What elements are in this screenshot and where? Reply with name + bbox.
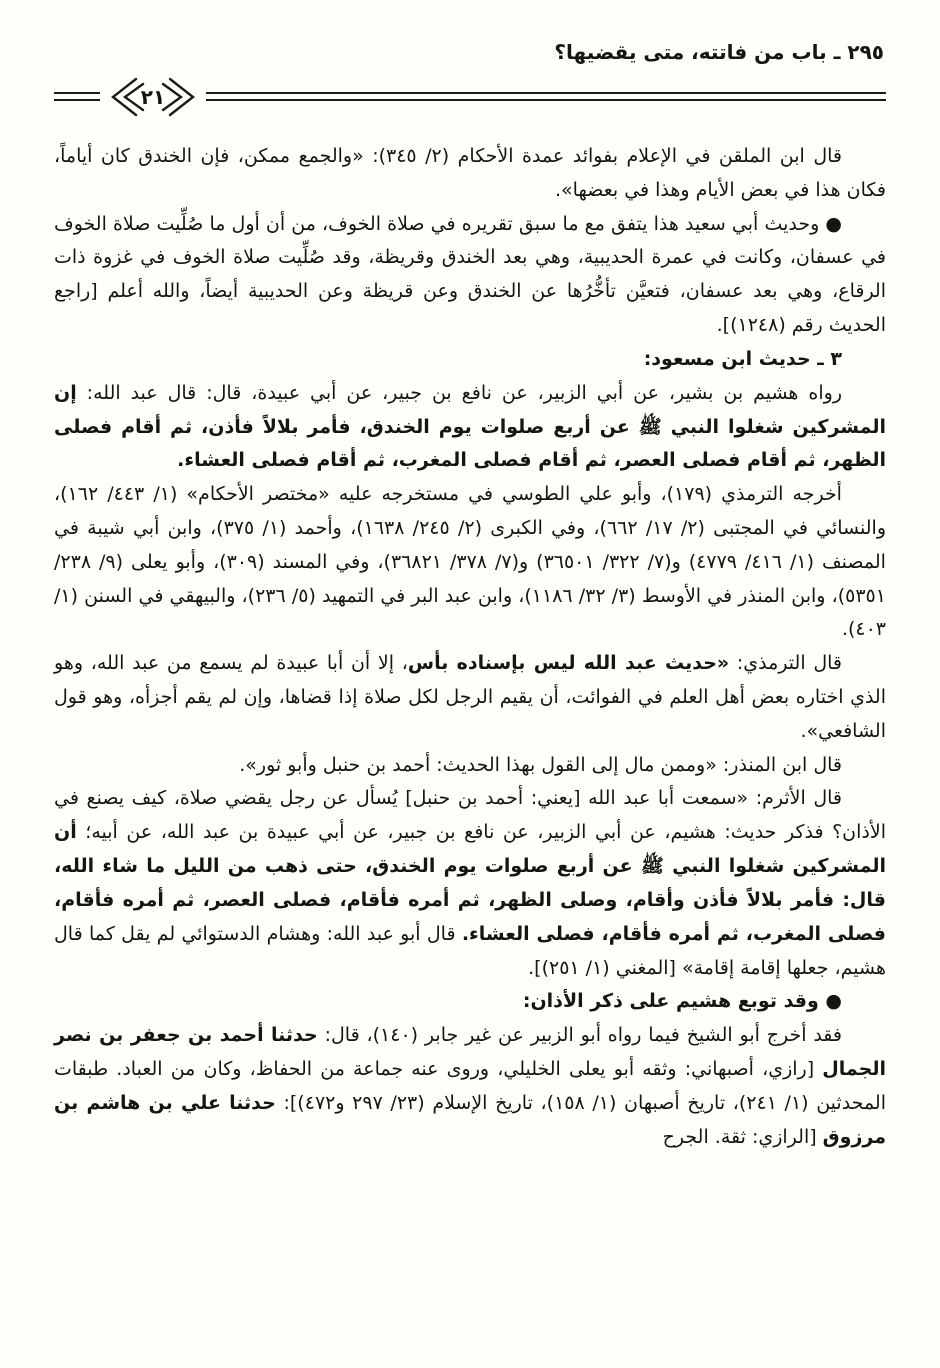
- paragraph: [54, 749, 886, 783]
- hadith-bold-text: إن المشركين شغلوا النبي ﷺ عن أربع صلوات يوم الخندق، فأمر بلالاً فأذن، ثم أقام فصلى الظهر، ثم أقام فصلى العصر، ثم أقام فصلى المغرب، ثم أقام فصلى العشاء.: [54, 381, 886, 472]
- page-number-ornament: [103, 74, 203, 120]
- hadith-bold-text: حدثنا علي بن هاشم بن مرزوق: [54, 1091, 886, 1148]
- paragraph: [54, 647, 886, 748]
- hadith-bold-text: «حديث عبد الله ليس بإسناده بأس: [407, 652, 730, 675]
- body-text: أخرجه الترمذي (١٧٩)، وأبو علي الطوسي في مستخرجه عليه «مختصر الأحكام» (١/ ٤٤٣/ ١٦٢)، والنسائي في المجتبى (٢/ ١٧/ ٦٦٢)، وفي الكبرى (٢/ ٢٤٥/ ١٦٣٨)، وأحمد (١/ ٣٧٥)، وابن أبي شيبة في المصنف (١/ ٤١٦/ ٤٧٧٩) و(٧/ ٣٢٢/ ٣٦٥٠١) و(٧/ ٣٧٨/ ٣٦٨٢١)، وفي المسند (٣٠٩)، وأبو يعلى (٩/ ٢٣٨/ ٥٣٥١)، وابن المنذر في الأوسط (٣/ ٣٢/ ١١٨٦)، وابن عبد البر في التمهيد (٥/ ٢٣٦)، والبيهقي في السنن (١/ ٤٠٣).: [54, 483, 886, 641]
- paragraph: [54, 140, 886, 208]
- paragraph: [54, 343, 886, 377]
- body-text: ● وحديث أبي سعيد هذا يتفق مع ما سبق تقريره في صلاة الخوف، من أن أول ما صُلِّيت صلاة الخوف في عسفان، وكانت في عمرة الحديبية، وهي بعد الخندق وقريظة، وقد صُلِّيت صلاة الخوف في غزوة ذات الرقاع، وهي بعد عسفان، فتعيَّن تأخُّرُها عن الخندق وعن قريظة وعن الحديبية أيضاً، والله أعلم [راجع الحديث رقم (١٢٤٨)].: [54, 212, 886, 337]
- page-header: [54, 40, 886, 122]
- hadith-bold-text: ● وقد توبع هشيم على ذكر الأذان:: [522, 990, 842, 1013]
- hadith-bold-text: أن المشركين شغلوا النبي ﷺ عن أربع صلوات يوم الخندق، حتى ذهب من الليل ما شاء الله، قال: فأمر بلالاً فأذن وأقام، وصلى الظهر، ثم أمره فأقام، فصلى العصر، ثم أمره فأقام، فصلى المغرب، ثم أمره فأقام، فصلى العشاء.: [54, 821, 886, 945]
- paragraph: [54, 478, 886, 647]
- paragraph: [54, 985, 886, 1019]
- body-text: فقد أخرج أبو الشيخ فيما رواه أبو الزبير عن غير جابر (١٤٠)، قال:: [317, 1024, 843, 1047]
- paragraph: [54, 782, 886, 985]
- body-text: رواه هشيم بن بشير، عن أبي الزبير، عن نافع بن جبير، عن أبي عبيدة، قال: قال عبد الله:: [76, 381, 842, 404]
- paragraph: [54, 1019, 886, 1154]
- body-text: [رازي، أصبهاني: وثقه أبو يعلى الخليلي، وروى عنه جماعة من الحفاظ، وكان من العباد. طبقات المحدثين (١/ ٢٤١)، تاريخ أصبهان (١/ ١٥٨)، تاريخ الإسلام (٢٣/ ٢٩٧ و٤٧٢)]:: [54, 1057, 886, 1114]
- body-text: ، إلا أن أبا عبيدة لم يسمع من عبد الله، وهو الذي اختاره بعض أهل العلم في الفوائت، أن يقيم الرجل لكل صلاة إذا قضاها، وإن لم يقم أجزأه، وهو قول الشافعي».: [54, 652, 886, 742]
- chapter-title: ٢٩٥ ـ باب من فاتته، متى يقضيها؟: [554, 40, 884, 64]
- body-text: قال ابن المنذر: «وممن مال إلى القول بهذا الحديث: أحمد بن حنبل وأبو ثور».: [239, 753, 842, 776]
- content: [54, 140, 886, 1154]
- paragraph: [54, 208, 886, 343]
- page-number-badge: [100, 74, 206, 120]
- hadith-bold-text: حدثنا أحمد بن جعفر بن نصر الجمال: [54, 1024, 886, 1080]
- body-text: قال الأثرم: «سمعت أبا عبد الله [يعني: أحمد بن حنبل] يُسأل عن رجل يقضي صلاة، كيف يصنع في الأذان؟ فذكر حديث: هشيم، عن أبي الزبير، عن نافع بن جبير، عن أبي عبيدة بن عبد الله، عن أبيه؛: [54, 787, 886, 844]
- page-number: ٢١: [140, 85, 166, 109]
- paragraph: [54, 377, 886, 478]
- body-text: قال ابن الملقن في الإعلام بفوائد عمدة الأحكام (٢/ ٣٤٥): «والجمع ممكن، فإن الخندق كان أياماً، فكان هذا في بعض الأيام وهذا في بعضها».: [54, 145, 886, 201]
- hadith-bold-text: ٣ ـ حديث ابن مسعود:: [643, 347, 842, 370]
- header-rule-row: [54, 78, 886, 122]
- body-text: [الرازي: ثقة. الجرح: [662, 1125, 823, 1148]
- body-text: قال الترمذي:: [729, 652, 843, 675]
- body-text: قال أبو عبد الله: وهشام الدستوائي لم يقل كما قال هشيم، جعلها إقامة إقامة» [المغني (١/ ٢٥١)].: [54, 922, 886, 979]
